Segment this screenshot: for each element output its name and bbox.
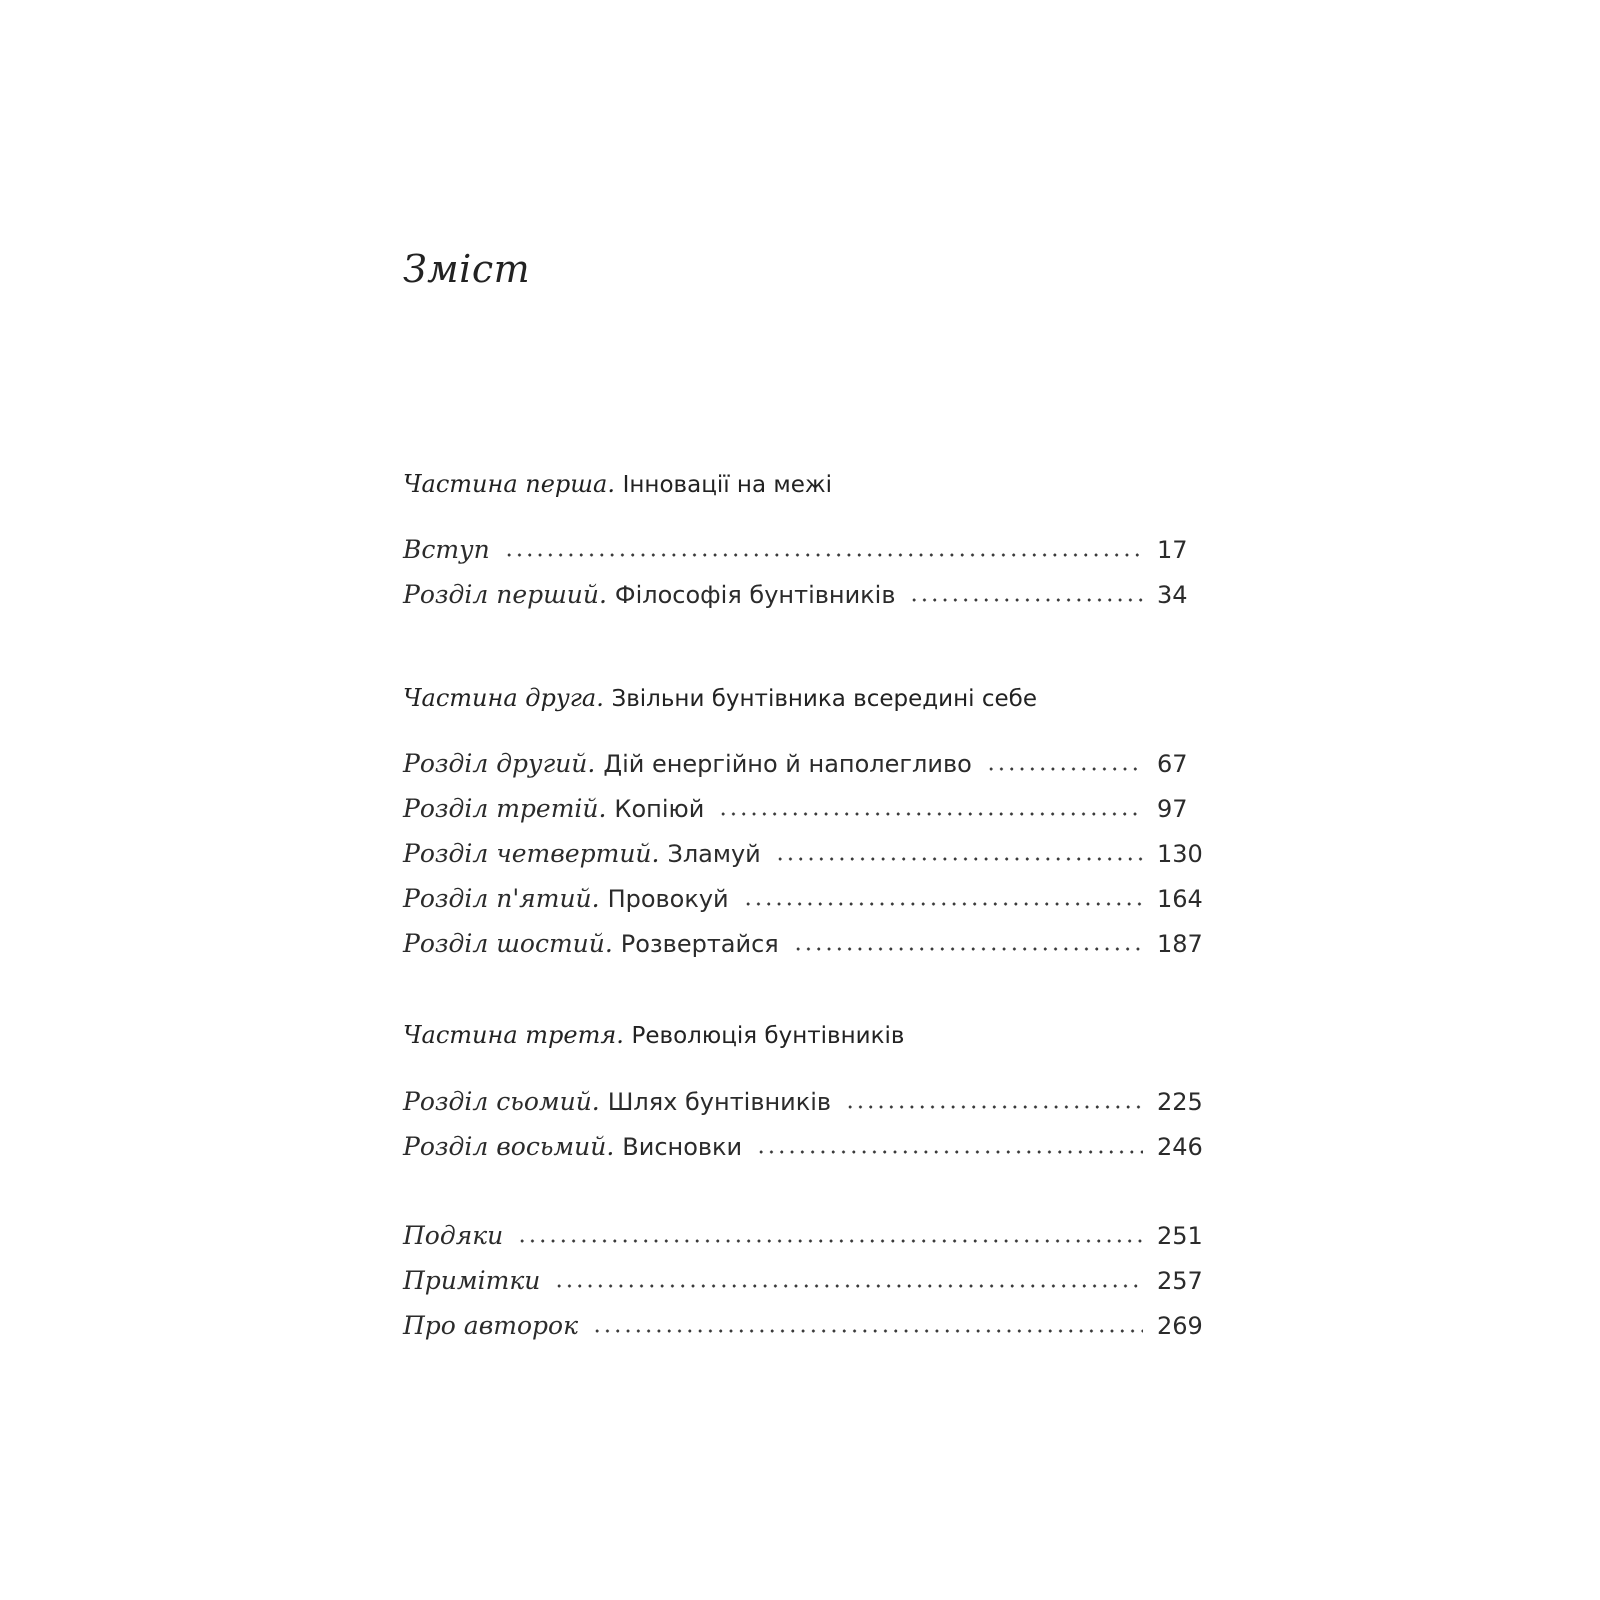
toc-entry-page: 251 [1157,1222,1203,1250]
toc-entry-lead: Розділ шостий. [403,929,613,958]
toc-entry-lead: Розділ четвертий. [403,839,660,868]
dot-leader [986,766,1143,772]
toc-entry[interactable] [403,1132,1213,1162]
toc-entry-title: Філософія бунтівників [614,581,896,609]
toc-entry-title: Розвертайся [620,930,779,958]
toc-entry-title: Шлях бунтівників [607,1088,832,1116]
toc-entry-title: Дій енергійно й наполегливо [603,750,972,778]
dot-leader [504,552,1143,558]
dot-leader [775,856,1143,862]
toc-entry[interactable] [403,794,1213,824]
toc-entry-lead: Примітки [403,1266,541,1295]
dot-leader [845,1104,1143,1110]
part-heading-title: Звільни бунтівника всередині себе [611,686,1037,712]
toc-entry-page: 187 [1157,930,1203,958]
toc-entry[interactable] [403,1311,1213,1341]
toc-entry-page: 225 [1157,1088,1203,1116]
toc-entry-title: Провокуй [607,885,729,913]
toc-entry[interactable] [403,839,1213,869]
part-heading-title: Інновації на межі [622,472,832,498]
toc-entry[interactable] [403,749,1213,779]
part-heading-lead: Частина перша. [403,470,615,498]
dot-leader [909,597,1143,603]
toc-entry-lead: Розділ другий. [403,749,596,778]
toc-entry-title: Зламуй [667,840,761,868]
page-title: Зміст [403,247,531,291]
toc-entry-page: 164 [1157,885,1203,913]
dot-leader [517,1238,1143,1244]
toc-entry-lead: Вступ [403,535,490,564]
dot-leader [743,901,1143,907]
toc-entry-title: Копіюй [614,795,705,823]
toc-entry[interactable] [403,1087,1213,1117]
part-heading-title: Революція бунтівників [631,1023,905,1049]
toc-entry-page: 269 [1157,1312,1203,1340]
toc-entry-lead: Про авторок [403,1311,578,1340]
part-heading-lead: Частина третя. [403,1021,624,1049]
toc-entry-title: Висновки [622,1133,743,1161]
dot-leader [554,1283,1143,1289]
toc-entry-lead: Подяки [403,1221,504,1250]
toc-entry-page: 97 [1157,795,1188,823]
toc-entry-lead: Розділ п'ятий. [403,884,600,913]
part-heading-lead: Частина друга. [403,684,604,712]
part-heading [403,686,1037,711]
toc-entry[interactable] [403,929,1213,959]
dot-leader [592,1328,1143,1334]
toc-entry-page: 67 [1157,750,1188,778]
part-heading [403,1023,904,1048]
toc-entry-page: 257 [1157,1267,1203,1295]
toc-entry[interactable] [403,884,1213,914]
toc-entry-page: 17 [1157,536,1188,564]
toc-entry-lead: Розділ сьомий. [403,1087,600,1116]
toc-entry-lead: Розділ третій. [403,794,607,823]
toc-entry[interactable] [403,1266,1213,1296]
dot-leader [756,1149,1143,1155]
toc-entry[interactable] [403,580,1213,610]
toc-entry-page: 34 [1157,581,1188,609]
toc-entry-lead: Розділ перший. [403,580,607,609]
toc-entry-page: 246 [1157,1133,1203,1161]
toc-entry-page: 130 [1157,840,1203,868]
toc-entry[interactable] [403,535,1213,565]
dot-leader [793,946,1143,952]
toc-entry-lead: Розділ восьмий. [403,1132,615,1161]
toc-entry[interactable] [403,1221,1213,1251]
dot-leader [718,811,1143,817]
part-heading [403,472,832,497]
